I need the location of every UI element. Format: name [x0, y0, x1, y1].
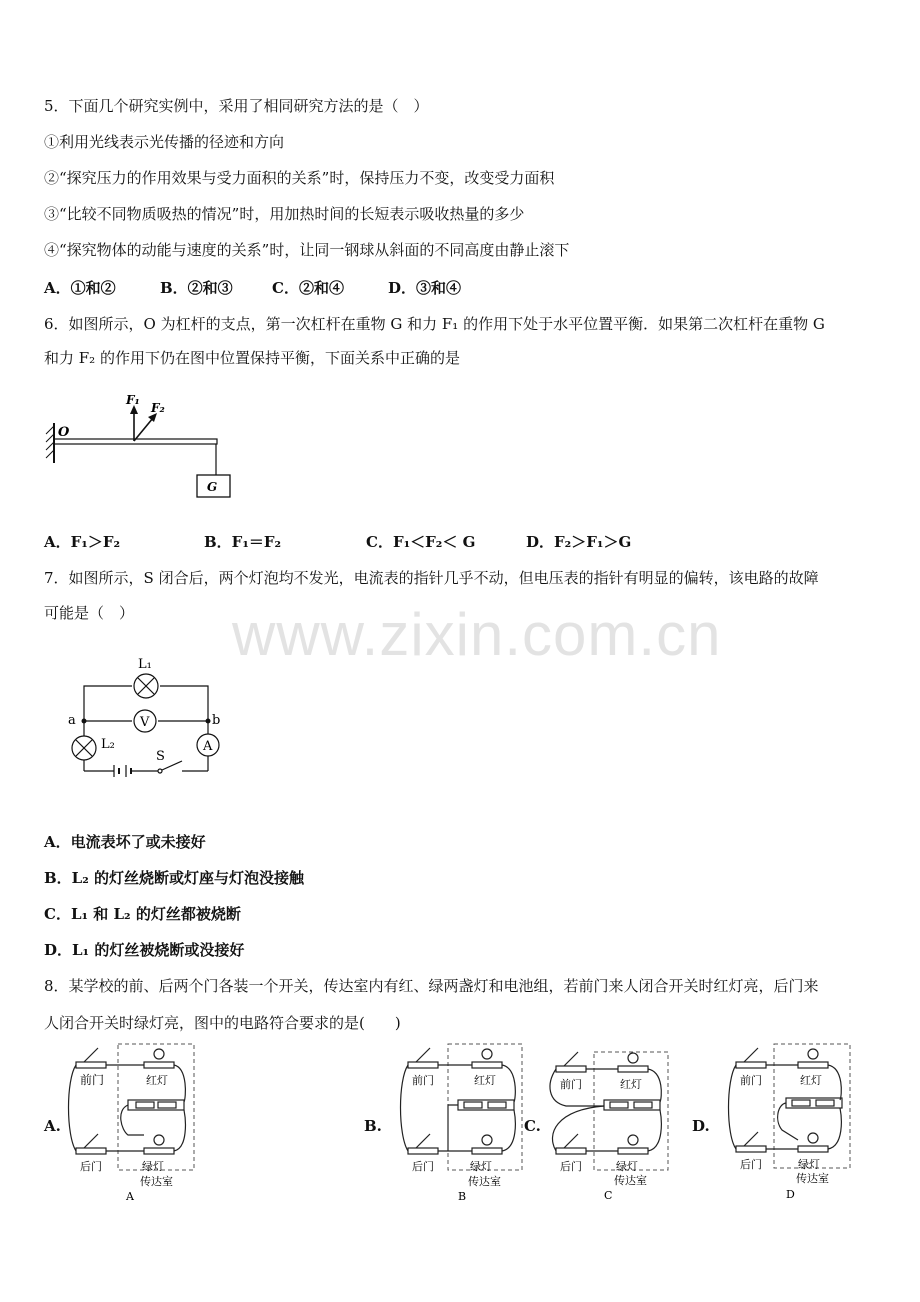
q6-option-c[interactable]: C．F₁＜F₂＜ G: [366, 533, 476, 551]
label-back-door: 后门: [412, 1160, 434, 1173]
label-room: 传达室: [468, 1175, 501, 1188]
caption-a: A: [126, 1190, 134, 1202]
q8-option-b[interactable]: B.: [364, 1117, 382, 1135]
caption-b: B: [458, 1190, 467, 1202]
label-green-lamp: 绿灯: [616, 1160, 638, 1173]
q8-stem-1: 8．某学校的前、后两个门各装一个开关，传达室内有红、绿两盏灯和电池组，若前门来人闭合开关时红灯亮，后门来: [44, 977, 819, 995]
q7-stem-1: 7．如图所示，S 闭合后，两个灯泡均不发光，电流表的指针几乎不动，但电压表的指针有明显的偏转，该电路的故障: [44, 569, 819, 587]
q5-stem: 5．下面几个研究实例中，采用了相同研究方法的是（ ）: [44, 97, 429, 115]
label-red-lamp: 红灯: [800, 1074, 822, 1087]
q5-item-1: ①利用光线表示光传播的径迹和方向: [44, 133, 285, 151]
label-red-lamp: 红灯: [620, 1078, 642, 1091]
lever-label-g: G: [207, 480, 218, 494]
lever-label-f2: F₂: [151, 401, 165, 415]
label-back-door: 后门: [560, 1160, 582, 1173]
q5-option-d[interactable]: D．③和④: [388, 279, 462, 297]
circuit-diagram-c: [546, 1044, 676, 1204]
label-room: 传达室: [796, 1172, 829, 1185]
q8-stem-2: 人闭合开关时绿灯亮，图中的电路符合要求的是( ): [44, 1014, 401, 1032]
circuit-diagram-a: [66, 1040, 201, 1202]
q8-option-c[interactable]: C.: [524, 1117, 541, 1135]
q7-stem-2: 可能是（ ）: [44, 604, 135, 622]
q8-option-a[interactable]: A.: [44, 1117, 61, 1135]
ammeter-label: A: [203, 739, 213, 754]
node-a-label: a: [68, 713, 76, 728]
caption-c: C: [604, 1189, 613, 1202]
circuit-diagram-b: [398, 1040, 528, 1202]
q6-option-a[interactable]: A．F₁＞F₂: [44, 533, 121, 551]
label-front-door: 前门: [80, 1073, 105, 1087]
label-front-door: 前门: [740, 1074, 762, 1087]
label-room: 传达室: [140, 1175, 173, 1188]
label-room: 传达室: [614, 1174, 647, 1187]
voltmeter-label: V: [140, 715, 150, 730]
lever-label-f1: F₁: [126, 393, 140, 407]
q6-option-d[interactable]: D．F₂＞F₁＞G: [526, 533, 632, 551]
circuit-diagram-d: [726, 1040, 856, 1202]
q5-option-b[interactable]: B．②和③: [160, 279, 233, 297]
q7-option-b[interactable]: B．L₂ 的灯丝烧断或灯座与灯泡没接触: [44, 869, 305, 887]
q6-stem-2: 和力 F₂ 的作用下仍在图中位置保持平衡，下面关系中正确的是: [44, 349, 460, 367]
label-green-lamp: 绿灯: [470, 1160, 492, 1173]
q5-item-2: ②“探究压力的作用效果与受力面积的关系”时，保持压力不变，改变受力面积: [44, 169, 555, 187]
label-red-lamp: 红灯: [474, 1074, 496, 1087]
lever-label-o: O: [58, 425, 70, 440]
label-green-lamp: 绿灯: [798, 1158, 820, 1171]
q7-option-d[interactable]: D．L₁ 的灯丝被烧断或没接好: [44, 941, 245, 959]
q7-option-a[interactable]: A．电流表坏了或未接好: [44, 833, 206, 851]
label-green-lamp: 绿灯: [142, 1160, 164, 1173]
label-l1: L₁: [138, 657, 152, 672]
node-b-label: b: [212, 713, 221, 728]
q5-item-3: ③“比较不同物质吸热的情况”时，用加热时间的长短表示吸收热量的多少: [44, 205, 525, 223]
caption-d: D: [786, 1188, 795, 1201]
label-l2: L₂: [101, 737, 115, 752]
q8-option-d[interactable]: D.: [692, 1117, 710, 1135]
circuit-figure: [60, 650, 230, 785]
q5-option-a[interactable]: A．①和②: [44, 279, 116, 297]
q5-item-4: ④“探究物体的动能与速度的关系”时，让同一钢球从斜面的不同高度由静止滚下: [44, 241, 570, 259]
label-back-door: 后门: [80, 1160, 102, 1173]
q6-stem-1: 6．如图所示，O 为杠杆的支点，第一次杠杆在重物 G 和力 F₁ 的作用下处于水平位置平衡．如果第二次杠杆在重物 G: [44, 315, 825, 333]
label-front-door: 前门: [560, 1078, 582, 1091]
switch-label: S: [156, 749, 165, 764]
q7-option-c[interactable]: C．L₁ 和 L₂ 的灯丝都被烧断: [44, 905, 241, 923]
label-back-door: 后门: [740, 1158, 762, 1171]
lever-figure: [40, 388, 240, 503]
label-front-door: 前门: [412, 1074, 434, 1087]
watermark: www.zixin.com.cn: [232, 601, 722, 668]
q5-option-c[interactable]: C．②和④: [272, 279, 344, 297]
q6-option-b[interactable]: B．F₁＝F₂: [204, 533, 282, 551]
label-red-lamp: 红灯: [146, 1074, 168, 1087]
